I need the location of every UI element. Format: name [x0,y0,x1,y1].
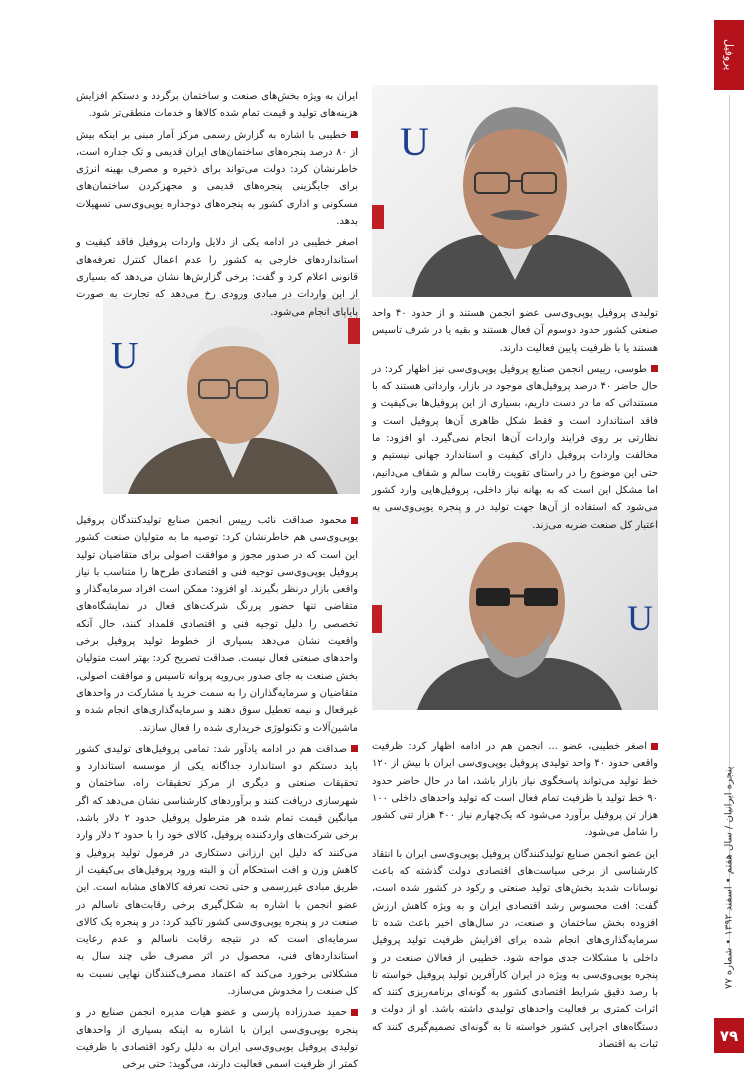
svg-text:U: U [627,598,653,638]
svg-text:U: U [400,119,429,164]
paragraph: حمید صدرزاده پارسی و عضو هیات مدیره انجمن صنایع در و پنجره یوپی‌وی‌سی ایران با اشاره به اینکه بسیاری از واحدهای تولیدی پروفیل یوپی‌وی‌سی ایران به دلیل رکود اقتصادی با ظرفیت کمتر از ظرفیت اسمی فعالیت دارند، می‌گوید: حتی برخی [76,1007,358,1071]
paragraph: خطیبی با اشاره به گزارش رسمی مرکز آمار مبنی بر اینکه بیش از ۸۰ درصد پنجره‌های ساختمان‌های ایران قدیمی و تک جداره است، خاطرنشان کرد: دولت می‌تواند برای ذخیره و مصرف بهینه انرژی برای جایگزینی پنجره‌های قدیمی و مجهزکردن ساختمان‌های مسکونی و اداری کشور به پنجره‌های دوجداره یوپی‌وی‌سی تسهیلات بدهد. [76,129,358,228]
paragraph: صداقت هم در ادامه یادآور شد: تمامی پروفیل‌های تولیدی کشور باید دستکم دو استاندارد جداگانه یکی از موسسه استاندارد و تحقیقات صنعتی و دیگری از مرکز تحقیقات راه، ساختمان و شهرسازی دریافت کنند و برآوردهای کارشناسی نشان می‌دهد که اگر میانگین قیمت تمام شده هر مترطول پروفیل حدود ۲ دلار باشد، برخی شرکت‌های واردکننده پروفیل، کالای خود را با حدود ۲ دلار وارد می‌کنند که دلیل این ارزانی دستکاری در فرمول تولید پروفیل و کاهش وزن و افت استحکام آن و البته ورود پروفیل‌های بی‌کیفیت از طریق مبادی غیررسمی و حتی تحت تعرفه کالاهای مشابه است. این عضو انجمن با اشاره به شکل‌گیری برخی رقابت‌های ناسالم در صنعت در و پنجره یوپی‌وی‌سی کشور تاکید کرد: در و پنجره یک کالای سرمایه‌ای است که در نتیجه رقابت ناسالم و عدم رعایت استانداردهای فنی، محصول در اثر مصرف طی چند سال به مشکلاتی برخورد می‌کند که اعتماد مصرف‌کنندگان نهایی نسبت به کل صنعت را مخدوش می‌سازد. [76,743,359,998]
bullet-square-icon [651,743,658,750]
column-bottom-right [372,738,658,1057]
paragraph: محمود صداقت نائب رییس انجمن صنایع تولیدکنندگان پروفیل یوپی‌وی‌سی هم خاطرنشان کرد: توصیه ما به متولیان صنعت کشور این است که در صدور مجوز و موافقت اصولی برای متقاضیان تولید پروفیل یوپی‌وی‌سی توجیه فنی و اقتصادی طرح‌ها را متناسب با نیاز واقعی بازار درنظر بگیرند. او افزود: ممکن است افراد سرمایه‌گذار و متقاضی تنها حضور پررنگ شرکت‌های فعال در نمایشگاه‌های تخصصی را دلیل توجیه فنی و اقتصادی قلمداد کنند، حال آنکه واقعیت نشان می‌دهد بسیاری از خطوط تولید پروفیل برخی واحدهای صنعتی فعال نیست. صداقت تصریح کرد: بهتر است متولیان بخش صنعت به جای صدور بی‌رویه پروانه تاسیس و موافقت اصولی، متقاضیان و سرمایه‌گذاران را به سمت خرید یا مشارکت در واحدهای غیرفعال و نیمه تعطیل سوق دهند و سرمایه‌گذاری‌های انجام شده و ماشین‌آلات و تکنولوژی خریداری شده را فعال سازند. [76,515,358,734]
bullet-square-icon [351,131,358,138]
paragraph: ایران به ویژه بخش‌های صنعت و ساختمان برگردد و دستکم افزایش هزینه‌های تولید و قیمت تمام شده کالاها و خدمات منطقی‌تر شود. [76,91,358,120]
column-mid-right [372,305,658,538]
sidebar [714,0,744,1053]
bullet-square-icon [351,517,358,524]
section-tab: پروفیل [714,20,744,90]
paragraph: این عضو انجمن صنایع تولیدکنندگان پروفیل یوپی‌وی‌سی ایران با انتقاد کارشناسی از برخی سیاست‌های اقتصادی دولت گذشته که باعث نوسانات شدید بخش‌های تولید صنعتی و رکود در کشور شده است، گفت: افت محسوس رشد اقتصادی ایران و به ویژه کاهش ارزش افزوده بخش ساختمان و صنعت، در سال‌های اخیر باعث شده تا سرمایه‌گذاری‌های انجام شده برای افزایش ظرفیت تولید پروفیل داخلی با مشکلات جدی مواجه شود. خطیبی از فعالان صنعت در و پنجره یوپی‌وی‌سی به ویژه در ایران کارآفرین تولید پروفیل خواسته تا با رصد دقیق شرایط اقتصادی کشور به گونه‌ای برنامه‌ریزی کنند که اثرات کمتری بر فعالیت واحدهای تولیدی داشته باشد. او از دولت و دستگاه‌های اجرایی کشور خواسته تا به گونه‌ای تصمیم‌گیری کنند که ثبات به اقتصاد [372,848,658,1051]
bullet-square-icon [651,365,658,372]
bullet-square-icon [351,1009,358,1016]
paragraph: طوسی، رییس انجمن صنایع پروفیل یوپی‌وی‌سی نیز اظهار کرد: در حال حاضر ۴۰ درصد پروفیل‌های موجود در بازار، وارداتی هستند که با مستنداتی که ما در دست داریم، بسیاری از این پروفیل‌ها بی‌کیفیت و فاقد استاندارد است و فقط شکل ظاهری آن‌ها پروفیل است و نظارتی بر روی فرایند واردات آن‌ها انجام نمی‌گیرد. او افزود: ما مخالفت واردات پروفیل دارای کیفیت و استاندارد جهانی نیستیم و حتی این موضوع را در راستای تقویت رقابت سالم و شفاف می‌دانیم، اما مشکل این است که به بهانه نیاز داخلی، پروفیل‌هایی وارد کشور می‌شود که استفاده از آن‌ها جهت تولید در و پنجره یوپی‌وی‌سی به اعتبار کل صنعت ضربه می‌زند. [372,363,658,531]
portrait-illustration [372,85,658,297]
column-bottom-left [76,512,358,1078]
portrait-illustration [103,298,360,494]
page-number: ۷۹ [714,1018,744,1053]
bullet-square-icon [351,745,358,752]
svg-text:U: U [111,335,139,377]
paragraph: تولیدی پروفیل یوپی‌وی‌سی عضو انجمن هستند و از حدود ۴۰ واحد صنعتی کشور حدود دوسوم آن فعال هستند و بقیه یا در شرف تاسیس هستند یا با ظرفیت پایین فعالیت دارند. [372,308,658,354]
photo-man-white-hair-glasses [103,298,360,494]
paragraph: اصغر خطیبی، عضو ... انجمن هم در ادامه اظهار کرد: ظرفیت واقعی حدود ۴۰ واحد تولیدی پروفیل یوپی‌وی‌سی ایران با بیش از ۱۲۰ خط تولید می‌تواند پاسخگوی نیاز بازار باشد، اما در حال حاضر حدود ۹۰ خط تولید با ظرفیت تمام فعال است که تولید واحدهای داخلی ۱۰۰ هزار تن پروفیل برآورد می‌شود که یک‌چهارم نیاز ۴۰۰ هزار تنی کشور را شامل می‌شود. [372,741,658,839]
issue-footer: پنجره ایرانیان / سال هفتم • اسفند ۱۳۹۲ • شماره ۷۷ [723,766,735,990]
photo-man-grey-hair-mustache [372,85,658,297]
photo-man-bald-beard [372,510,658,710]
column-top-left [76,88,358,325]
paragraph: اصغر خطیبی در ادامه یکی از دلایل واردات پروفیل فاقد کیفیت و استانداردهای خارجی به کشور را عدم اعمال کنترل تعرفه‌های قانونی اعلام کرد و گفت: برخی گزارش‌ها نشان می‌دهد که بسیاری از این واردات در مبادی ورودی رخ می‌دهد که تجارت به صورت پایاپای انجام می‌شود. [76,237,358,318]
portrait-illustration [372,510,658,710]
